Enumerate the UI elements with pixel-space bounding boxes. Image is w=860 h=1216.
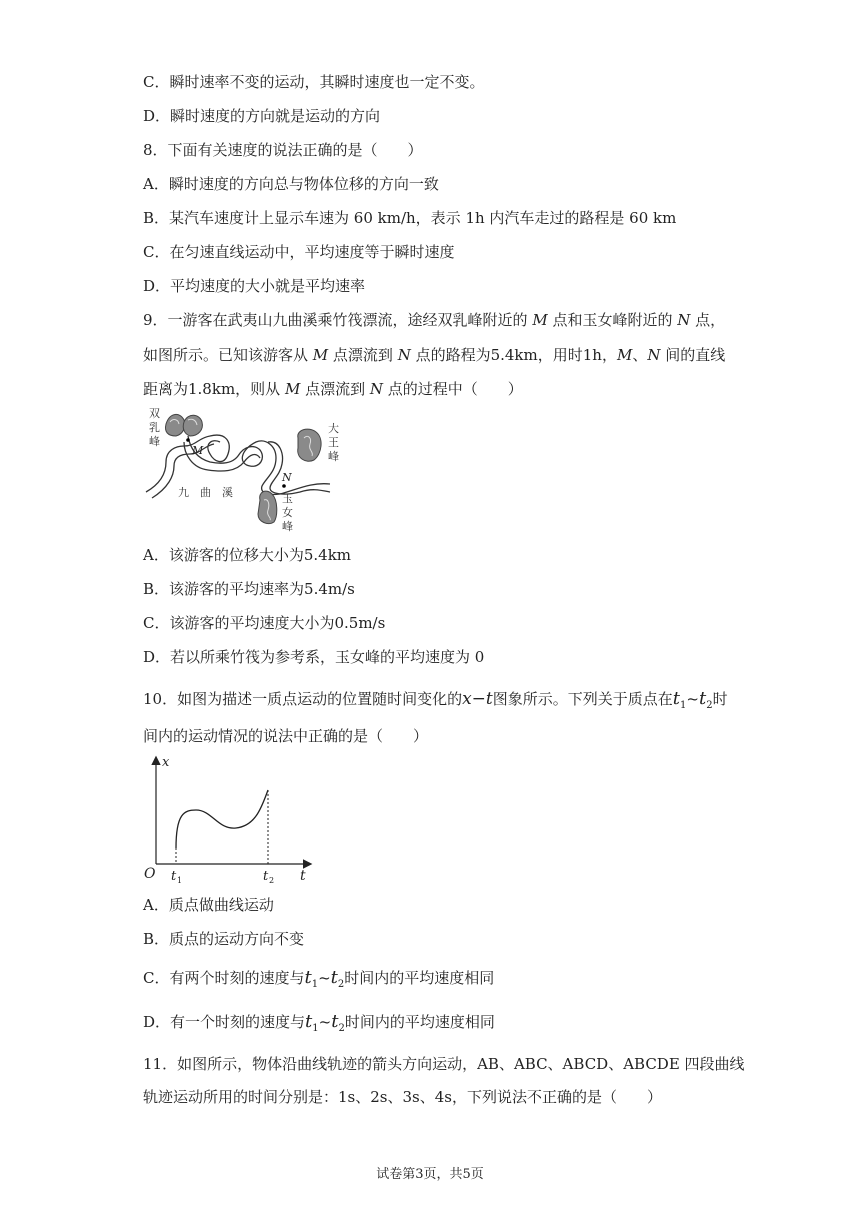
q10-c-text: C．有两个时刻的速度与 bbox=[143, 969, 305, 987]
point-m-marker bbox=[186, 438, 190, 442]
q10-d-text: 时间内的平均速度相同 bbox=[344, 1013, 495, 1031]
q9-option-d: D．若以所乘竹筏为参考系，玉女峰的平均速度为 0 bbox=[143, 648, 485, 666]
point-m: M bbox=[284, 380, 301, 398]
t2-sub: 2 bbox=[338, 1023, 345, 1034]
point-m: M bbox=[532, 311, 548, 329]
q10-text: 10．如图为描述一质点运动的位置随时间变化的 bbox=[143, 690, 463, 708]
q10-c-text: 时间内的平均速度相同 bbox=[344, 969, 495, 987]
xt-symbol: x−t bbox=[462, 689, 493, 709]
t2-symbol: t bbox=[330, 967, 338, 988]
t2-tick-sub: 2 bbox=[269, 876, 275, 885]
xt-graph-figure bbox=[140, 752, 320, 886]
label-shuangrufeng-2: 乳 bbox=[149, 421, 160, 434]
q9-text: 间的直线 bbox=[660, 346, 726, 364]
point-n: N bbox=[677, 311, 691, 329]
t2-symbol: t bbox=[331, 1011, 339, 1032]
q9-text: 点， bbox=[690, 311, 726, 329]
t1-tick-sub: 1 bbox=[177, 876, 183, 885]
q9-stem-line1 bbox=[143, 310, 725, 330]
q11-stem-line1: 11．如图所示，物体沿曲线轨迹的箭头方向运动，AB、ABC、ABCD、ABCDE 四段曲线 bbox=[143, 1055, 745, 1073]
q9-text: 、 bbox=[632, 346, 648, 364]
q10-stem-line1 bbox=[143, 689, 728, 716]
q10-option-a: A．质点做曲线运动 bbox=[143, 896, 274, 914]
y-axis-label: x bbox=[162, 755, 170, 770]
twin-peaks-icon bbox=[165, 414, 202, 436]
map-label-n: N bbox=[282, 471, 292, 484]
q11-stem-line2: 轨迹运动所用的时间分别是：1s、2s、3s、4s，下列说法不正确的是（ ） bbox=[143, 1088, 662, 1106]
river-map-figure bbox=[140, 402, 340, 538]
tilde-symbol: ~ bbox=[686, 690, 699, 708]
t1-symbol: t bbox=[672, 688, 681, 709]
q9-text: 9．一游客在武夷山九曲溪乘竹筏漂流，途经双乳峰附近的 bbox=[143, 311, 533, 329]
label-jiuqu-river: 九 曲 溪 bbox=[178, 486, 233, 499]
q8-option-b: B．某汽车速度计上显示车速为 60 km/h，表示 1h 内汽车走过的路程是 60 km bbox=[143, 209, 677, 227]
t1-symbol: t bbox=[304, 967, 312, 988]
x-axis-label: t bbox=[300, 868, 306, 884]
position-curve bbox=[176, 790, 268, 848]
t2-sub: 2 bbox=[706, 700, 713, 711]
q7-option-c: C．瞬时速率不变的运动，其瞬时速度也一定不变。 bbox=[143, 73, 485, 91]
map-label-m: M bbox=[192, 444, 204, 457]
label-dawangfeng-3: 峰 bbox=[328, 450, 339, 463]
label-yunvfeng-1: 玉 bbox=[282, 492, 293, 505]
label-shuangrufeng-1: 双 bbox=[149, 407, 160, 420]
q9-option-a: A．该游客的位移大小为5.4km bbox=[143, 546, 352, 564]
q8-option-a: A．瞬时速度的方向总与物体位移的方向一致 bbox=[143, 175, 439, 193]
point-n: N bbox=[647, 346, 661, 364]
tilde-symbol: ~ bbox=[318, 969, 331, 987]
q7-option-d: D．瞬时速度的方向就是运动的方向 bbox=[143, 107, 381, 125]
t1-sub: 1 bbox=[680, 700, 687, 711]
t2-tick-label: t bbox=[263, 869, 269, 884]
dawang-peak-icon bbox=[298, 429, 321, 461]
q9-text: 点和玉女峰附近的 bbox=[547, 311, 678, 329]
t2-symbol: t bbox=[698, 688, 707, 709]
point-m: M bbox=[312, 346, 329, 364]
q9-text: 点漂流到 bbox=[300, 380, 370, 398]
q9-text: 点的过程中（ ） bbox=[382, 380, 523, 398]
label-shuangrufeng-3: 峰 bbox=[149, 435, 160, 448]
point-m: M bbox=[616, 346, 633, 364]
point-n-marker bbox=[282, 484, 286, 488]
q10-text: 时 bbox=[712, 690, 728, 708]
label-dawangfeng-1: 大 bbox=[328, 422, 339, 435]
q10-text: 图象所示。下列关于质点在 bbox=[492, 690, 673, 708]
q9-text: 点漂流到 bbox=[328, 346, 398, 364]
q8-option-d: D．平均速度的大小就是平均速率 bbox=[143, 277, 366, 295]
q9-text: 距离为1.8km，则从 bbox=[143, 380, 285, 398]
q9-option-b: B．该游客的平均速率为5.4m/s bbox=[143, 580, 355, 598]
page-footer: 试卷第3页，共5页 bbox=[376, 1167, 484, 1182]
q10-option-b: B．质点的运动方向不变 bbox=[143, 930, 305, 948]
q9-option-c: C．该游客的平均速度大小为0.5m/s bbox=[143, 614, 386, 632]
label-yunvfeng-3: 峰 bbox=[282, 520, 293, 533]
q9-stem-line2 bbox=[143, 345, 725, 365]
q10-d-text: D．有一个时刻的速度与 bbox=[143, 1013, 306, 1031]
q10-stem-line2: 间内的运动情况的说法中正确的是（ ） bbox=[143, 727, 429, 745]
q8-option-c: C．在匀速直线运动中，平均速度等于瞬时速度 bbox=[143, 243, 455, 261]
label-yunvfeng-2: 女 bbox=[282, 506, 293, 519]
q10-option-d bbox=[143, 1012, 495, 1039]
origin-label: O bbox=[144, 866, 156, 882]
t1-tick-label: t bbox=[171, 869, 177, 884]
point-n: N bbox=[369, 380, 383, 398]
tilde-symbol: ~ bbox=[318, 1013, 332, 1031]
yunv-peak-icon bbox=[258, 491, 277, 523]
t2-sub: 2 bbox=[337, 979, 345, 990]
label-dawangfeng-2: 王 bbox=[328, 436, 339, 449]
t1-sub: 1 bbox=[312, 1023, 319, 1034]
q9-stem-line3 bbox=[143, 379, 523, 399]
point-n: N bbox=[397, 346, 411, 364]
q9-text: 点的路程为5.4km，用时1h， bbox=[410, 346, 617, 364]
q9-text: 如图所示。已知该游客从 bbox=[143, 346, 313, 364]
q8-stem: 8．下面有关速度的说法正确的是（ ） bbox=[143, 141, 423, 159]
t1-symbol: t bbox=[305, 1011, 313, 1032]
t1-sub: 1 bbox=[311, 979, 319, 990]
q10-option-c bbox=[143, 968, 494, 995]
